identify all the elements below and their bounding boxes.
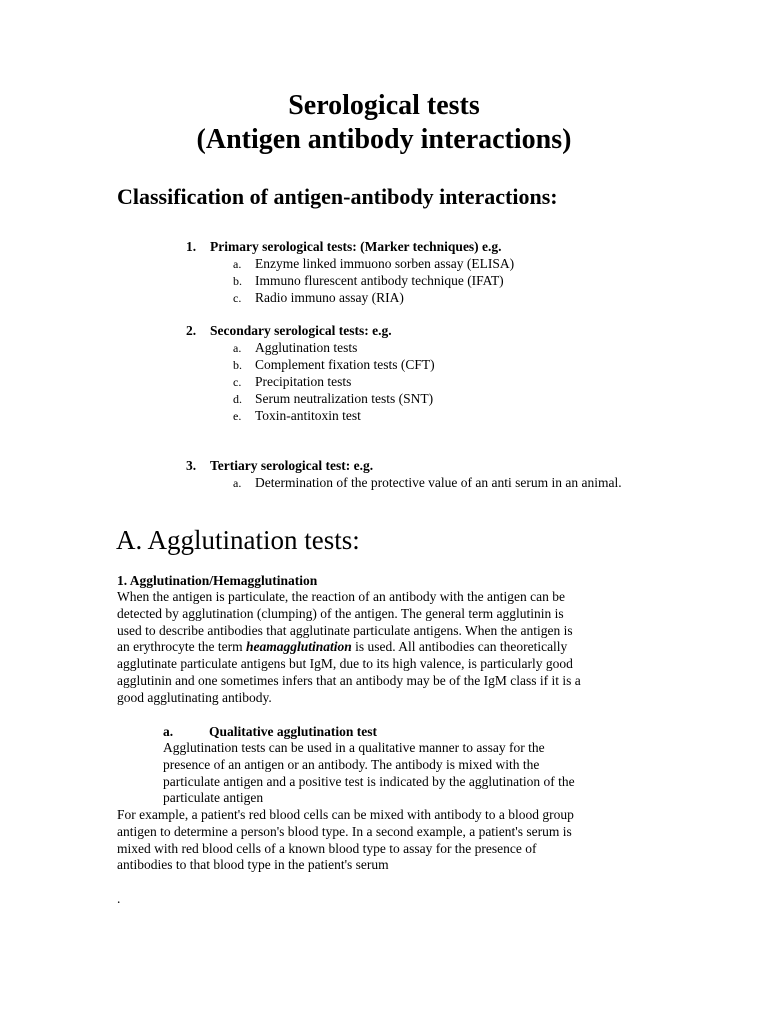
section-title: Secondary serological tests: e.g.	[210, 323, 392, 338]
line-text: is used. All antibodies can theoretically	[351, 639, 568, 655]
qualitative-heading	[163, 723, 377, 740]
paragraph-line: agglutinin and one sometimes infers that an antibody may be of the IgM class if it is a	[117, 672, 581, 688]
list-item	[233, 373, 351, 391]
list-item	[233, 407, 361, 425]
item-letter: b.	[233, 274, 242, 288]
section-title: Tertiary serological test: e.g.	[210, 458, 374, 473]
item-letter: a.	[233, 257, 242, 271]
item-text: Enzyme linked immuono sorben assay (ELISA)	[255, 256, 515, 271]
section-number: 2.	[186, 323, 197, 338]
paragraph-line: antigen to determine a person's blood type. In a second example, a patient's serum is	[117, 823, 572, 839]
trailing-dot: .	[117, 891, 121, 906]
item-text: Serum neutralization tests (SNT)	[255, 391, 434, 406]
agglutination-heading: A. Agglutination tests:	[116, 525, 360, 555]
paragraph-line: presence of an antigen or an antibody. The antibody is mixed with the	[163, 756, 540, 772]
paragraph-line	[117, 639, 657, 656]
paragraph-line: For example, a patient's red blood cells can be mixed with antibody to a blood group	[117, 807, 574, 822]
list-item	[233, 339, 357, 357]
item-letter: d.	[233, 392, 242, 406]
list-item	[233, 390, 433, 408]
paragraph-line: antibodies to that blood type in the patient's serum	[117, 857, 389, 873]
item-letter: c.	[233, 291, 242, 305]
paragraph-line: used to describe antibodies that agglutinate particulate antigens. When the antigen is	[117, 622, 573, 638]
item-text: Precipitation tests	[255, 374, 352, 389]
page-title: Serological tests	[288, 90, 480, 121]
item-letter: e.	[233, 409, 242, 423]
paragraph-line: particulate antigen and a positive test is indicated by the agglutination of the	[163, 773, 575, 789]
page-subtitle: (Antigen antibody interactions)	[196, 124, 572, 155]
section-title: Primary serological tests: (Marker techniques) e.g.	[210, 239, 502, 254]
qualitative-title: Qualitative agglutination test	[209, 724, 377, 739]
list-item	[233, 356, 435, 374]
hemagglutination-subheading: 1. Agglutination/Hemagglutination	[117, 573, 318, 588]
qualitative-paragraph	[163, 740, 643, 807]
line-text: an erythrocyte the term	[117, 639, 246, 655]
classification-heading: Classification of antigen-antibody interactions:	[117, 184, 558, 209]
item-text: Complement fixation tests (CFT)	[255, 357, 435, 372]
list-item	[233, 255, 514, 273]
section-heading	[186, 457, 373, 474]
paragraph-line: good agglutinating antibody.	[117, 689, 272, 705]
paragraph-line: particulate antigen	[163, 790, 264, 806]
item-letter: c.	[233, 375, 242, 389]
item-text: Radio immuno assay (RIA)	[255, 290, 404, 305]
item-text: Determination of the protective value of an anti serum in an animal.	[255, 475, 622, 490]
item-letter: a.	[233, 476, 242, 490]
item-letter: a.	[233, 341, 242, 355]
paragraph-line: mixed with red blood cells of a known blood type to assay for the presence of	[117, 840, 537, 856]
item-letter: a.	[163, 724, 174, 739]
section-number: 1.	[186, 239, 197, 254]
paragraph-line: detected by agglutination (clumping) of the antigen. The general term agglutinin is	[117, 605, 564, 621]
list-item	[233, 272, 504, 290]
list-item	[233, 289, 404, 307]
item-text: Immuno flurescent antibody technique (IFAT)	[255, 273, 504, 288]
section-number: 3.	[186, 458, 197, 473]
paragraph-line: When the antigen is particulate, the reaction of an antibody with the antigen can be	[117, 589, 565, 604]
list-item	[233, 474, 643, 492]
section-heading	[186, 238, 502, 255]
agglutination-paragraph	[117, 589, 657, 707]
section-heading	[186, 322, 392, 339]
emphasized-term: heamagglutination	[245, 639, 352, 655]
item-text: Agglutination tests	[255, 340, 358, 355]
example-paragraph	[117, 807, 657, 874]
item-text: Toxin-antitoxin test	[255, 408, 361, 423]
paragraph-line: agglutinate particulate antigens but IgM, due to its high valence, is particularly good	[117, 656, 573, 672]
item-letter: b.	[233, 358, 242, 372]
paragraph-line: Agglutination tests can be used in a qualitative manner to assay for the	[163, 740, 545, 755]
